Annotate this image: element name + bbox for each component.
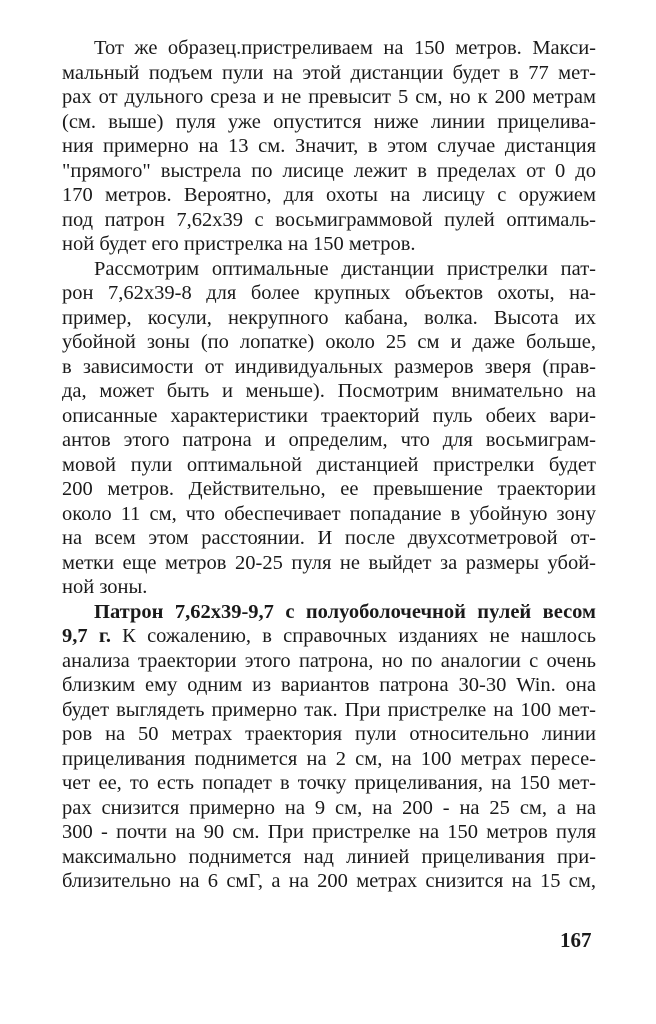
text-line xyxy=(62,820,596,845)
text-line xyxy=(62,477,596,502)
line-text: мальный подъем пули на этой дистанции будет в 77 мет- xyxy=(62,61,596,84)
text-line xyxy=(62,85,596,110)
text-line xyxy=(62,502,596,527)
text-line xyxy=(62,526,596,551)
line-text: метки еще метров 20-25 пуля не выйдет за размеры убой- xyxy=(62,551,596,574)
line-text: ния примерно на 13 см. Значит, в этом случае дистанция xyxy=(62,135,596,157)
text-line xyxy=(62,600,596,625)
line-text: рах снизится примерно на 9 см, на 200 - на 25 см, а на xyxy=(62,796,596,819)
line-text: рон 7,62x39-8 для более крупных объектов охоты, на- xyxy=(62,282,596,304)
text-line xyxy=(62,355,596,380)
text-line xyxy=(62,379,596,404)
line-text: ной будет его пристрелка на 150 метров. xyxy=(62,233,416,255)
text-line xyxy=(62,110,596,135)
text-line xyxy=(62,404,596,429)
line-text: ной зоны. xyxy=(62,576,148,598)
text-line xyxy=(62,208,596,233)
text-line xyxy=(62,747,596,772)
text-line xyxy=(62,257,596,282)
text-line xyxy=(62,306,596,331)
line-text: 300 - почти на 90 см. При пристрелке на 150 метров пуля xyxy=(62,821,596,843)
line-text: 170 метров. Вероятно, для охоты на лисицу с оружием xyxy=(62,184,596,206)
bold-heading-text: Патрон 7,62х39-9,7 с полуоболочечной пулей весом xyxy=(94,600,596,623)
text-line xyxy=(62,698,596,723)
line-text: рах от дульного среза и не превысит 5 см, но к 200 метрам xyxy=(62,86,596,108)
line-text: ров на 50 метрах траектория пули относительно линии xyxy=(62,723,596,745)
text-line xyxy=(62,771,596,796)
line-text: пример, косули, некрупного кабана, волка. Высота их xyxy=(62,306,596,329)
text-line xyxy=(62,134,596,159)
page-number: 167 xyxy=(560,928,592,952)
line-text: анализа траектории этого патрона, но по аналогии с очень xyxy=(62,649,596,672)
line-text: Тот же образец.пристреливаем на 150 метров. Макси- xyxy=(94,37,596,59)
line-text: (см. выше) пуля уже опустится ниже линии прицелива- xyxy=(62,110,596,133)
line-text: убойной зоны (по лопатке) около 25 см и даже больше, xyxy=(62,331,596,353)
text-line xyxy=(62,575,596,600)
text-line xyxy=(62,796,596,821)
text-line xyxy=(62,36,596,61)
line-text: близительно на 6 смГ, а на 200 метрах снизится на 15 см, xyxy=(62,870,596,892)
text-line xyxy=(62,845,596,870)
text-line xyxy=(62,673,596,698)
text-line xyxy=(62,869,596,894)
line-text: максимально поднимется над линией прицеливания при- xyxy=(62,845,596,868)
text-line xyxy=(62,61,596,86)
text-line xyxy=(62,330,596,355)
line-text: под патрон 7,62x39 с восьмиграммовой пулей оптималь- xyxy=(62,208,596,231)
text-line xyxy=(62,281,596,306)
text-line xyxy=(62,159,596,184)
text-line xyxy=(62,624,596,649)
line-text: будет выглядеть примерно так. При пристрелке на 100 мет- xyxy=(62,698,596,721)
text-line xyxy=(62,183,596,208)
line-text: около 11 см, что обеспечивает попадание в убойную зону xyxy=(62,502,596,525)
line-text: Рассмотрим оптимальные дистанции пристрелки пат- xyxy=(94,257,596,280)
line-text: да, может быть и меньше). Посмотрим внимательно на xyxy=(62,380,596,402)
text-line xyxy=(62,649,596,674)
line-text: мовой пули оптимальной дистанцией пристрелки будет xyxy=(62,453,596,476)
body-text xyxy=(62,36,596,894)
line-text: 200 метров. Действительно, ее превышение траектории xyxy=(62,478,596,500)
text-line xyxy=(62,453,596,478)
text-line xyxy=(62,722,596,747)
text-line xyxy=(62,551,596,576)
text-line xyxy=(62,428,596,453)
line-text: в зависимости от индивидуальных размеров зверя (прав- xyxy=(62,355,596,378)
line-text: антов этого патрона и определим, что для восьмиграм- xyxy=(62,429,596,451)
line-text: К сожалению, в справочных изданиях не нашлось xyxy=(110,625,596,647)
bold-heading-text: 9,7 г. xyxy=(62,625,111,647)
line-text: на всем этом расстоянии. И после двухсотметровой от- xyxy=(62,527,596,549)
line-text: прицеливания поднимется на 2 см, на 100 метрах пересе- xyxy=(62,747,596,770)
text-line xyxy=(62,232,596,257)
line-text: чет ее, то есть попадет в точку прицеливания, на 150 мет- xyxy=(62,772,596,794)
line-text: "прямого" выстрела по лисице лежит в пределах от 0 до xyxy=(62,159,596,182)
line-text: описанные характеристики траекторий пуль обеих вари- xyxy=(62,404,596,427)
line-text: близким ему одним из вариантов патрона 30-30 Win. она xyxy=(62,674,596,696)
